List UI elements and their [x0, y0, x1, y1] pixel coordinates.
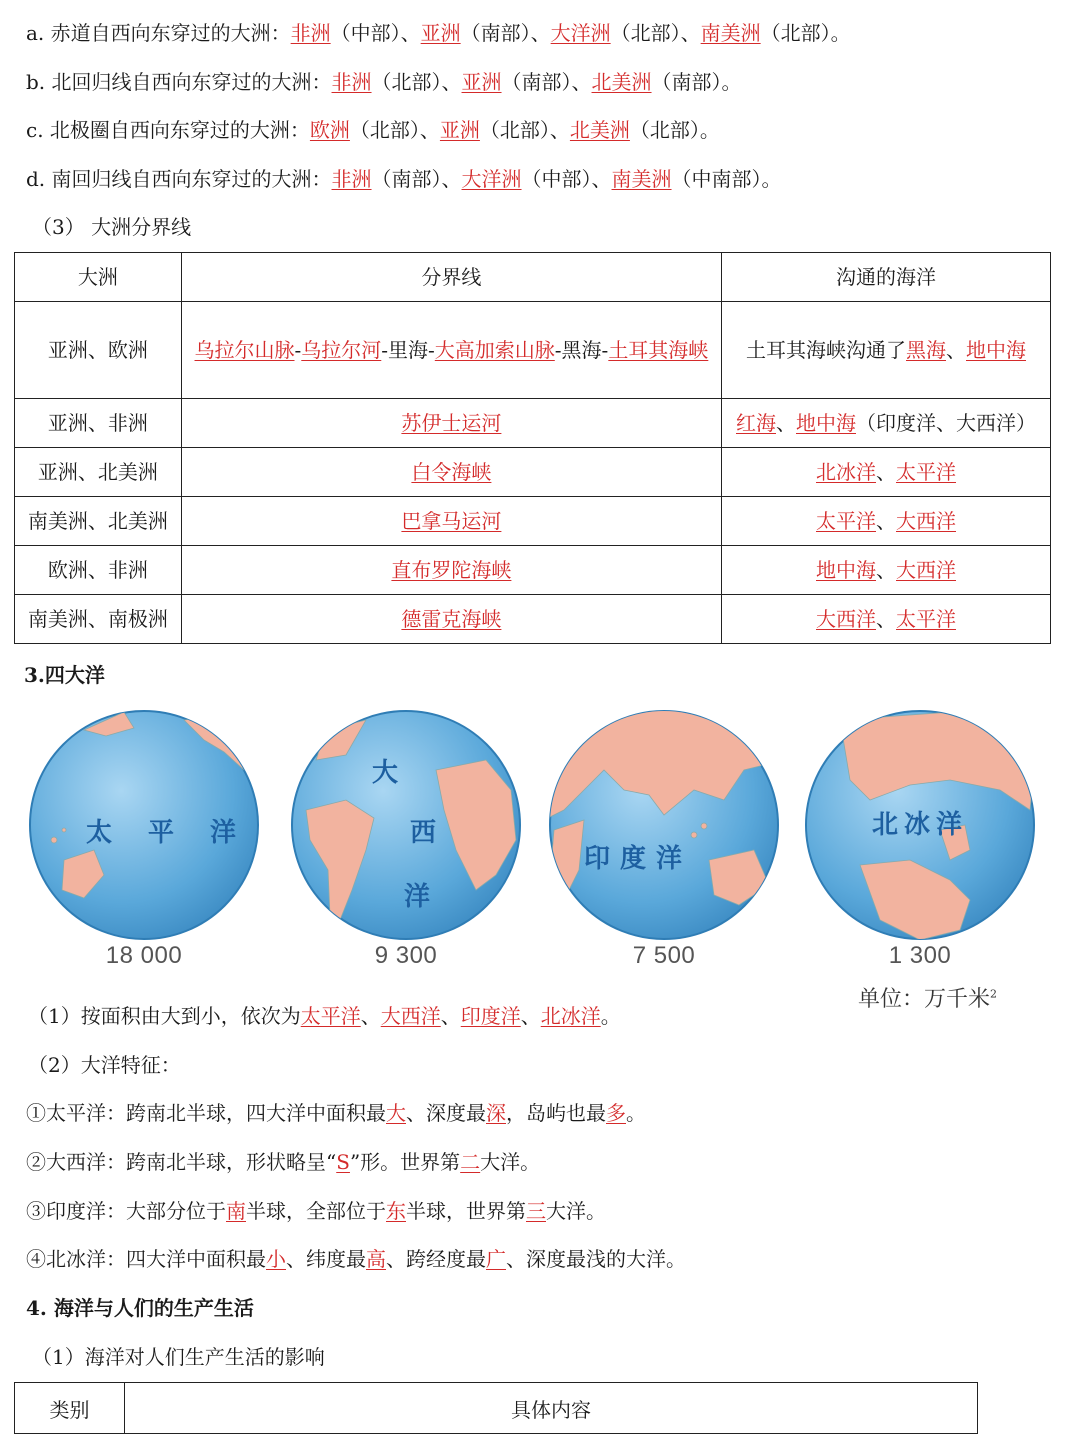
answer-text: 非洲 — [331, 167, 372, 191]
arctic-circle-line — [26, 116, 720, 144]
answer-text: 二 — [460, 1150, 481, 1174]
answer-text: 亚洲 — [461, 70, 502, 94]
header-boundary: 分界线 — [181, 253, 721, 302]
plain-text: （中南部）。 — [671, 167, 782, 191]
answer-text: 地中海 — [966, 338, 1026, 362]
cell-boundary — [181, 399, 721, 448]
tropic-capricorn-line — [26, 165, 782, 193]
plain-text: （北部）。 — [629, 118, 720, 142]
continent-boundary-table — [14, 252, 1051, 644]
answer-text: 红海 — [736, 411, 776, 435]
answer-text: 北冰洋 — [540, 1004, 601, 1028]
line-parts — [310, 118, 720, 142]
cell-continent: 亚洲、北美洲 — [15, 448, 182, 497]
globe-char: 印 — [584, 844, 611, 874]
answer-text: 太平洋 — [896, 460, 956, 484]
answer-text: 欧洲 — [309, 118, 350, 142]
answer-text: 大洋洲 — [461, 167, 522, 191]
answer-text: 小 — [266, 1247, 286, 1271]
answer-text: 巴拿马运河 — [401, 509, 502, 533]
globe-char: 平 — [148, 818, 175, 848]
table-row — [15, 448, 1051, 497]
plain-text: （南部）、 — [460, 21, 551, 45]
plain-text: （2）大洋特征： — [28, 1053, 181, 1077]
plain-text: -黑海- — [554, 338, 609, 362]
plain-text: （南部）。 — [651, 70, 742, 94]
oceans-heading: 3.四大洋 — [24, 663, 105, 687]
answer-text: 北冰洋 — [816, 460, 876, 484]
plain-text: 半球，全部位于 — [246, 1199, 386, 1223]
ocean-order-line — [28, 1002, 621, 1030]
plain-text: ②大西洋：跨南北半球，形状略呈“ — [26, 1150, 337, 1174]
unit-label: 单位：万千米$^2$ — [858, 987, 998, 1012]
answer-text: 乌拉尔山脉 — [194, 338, 295, 362]
header-category: 类别 — [15, 1383, 125, 1434]
plain-text: （北部）、 — [349, 118, 440, 142]
cell-continent: 欧洲、非洲 — [15, 546, 182, 595]
answer-text: 土耳其海峡 — [608, 338, 709, 362]
cell-oceans — [722, 546, 1051, 595]
plain-text: （1）按面积由大到小，依次为 — [28, 1004, 301, 1028]
globe-char: 太 — [86, 818, 113, 848]
plain-text: 半球，世界第 — [406, 1199, 526, 1223]
section4-subheading: （1）海洋对人们生产生活的影响 — [32, 1345, 325, 1369]
answer-text: 南 — [226, 1199, 246, 1223]
table-row — [15, 497, 1051, 546]
answer-text: 亚洲 — [439, 118, 480, 142]
plain-text: ”形。世界第 — [349, 1150, 461, 1174]
plain-text: 、纬度最 — [286, 1247, 366, 1271]
pacific-feature-line — [26, 1099, 646, 1127]
cell-boundary — [181, 595, 721, 644]
cell-boundary — [181, 546, 721, 595]
line-parts — [291, 21, 851, 45]
answer-text: 亚洲 — [420, 21, 461, 45]
plain-text: 。 — [626, 1101, 646, 1125]
line-prefix: b. 北回归线自西向东穿过的大洲： — [26, 70, 332, 94]
plain-text: 、 — [440, 1004, 461, 1028]
globe-char: 洋 — [210, 818, 237, 848]
plain-text: （北部）、 — [610, 21, 701, 45]
plain-text: （南部）、 — [371, 167, 462, 191]
globe-indian — [544, 700, 784, 970]
globe-area: 7 500 — [632, 942, 696, 969]
plain-text: 、跨经度最 — [386, 1247, 486, 1271]
plain-text: 土耳其海峡沟通了 — [746, 338, 906, 362]
answer-text: 三 — [526, 1199, 546, 1223]
answer-text: 南美洲 — [700, 21, 761, 45]
indian-feature-line — [26, 1197, 606, 1225]
ocean-impact-table — [14, 1382, 978, 1434]
cell-continent: 亚洲、非洲 — [15, 399, 182, 448]
plain-text: 、深度最浅的大洋。 — [506, 1247, 686, 1271]
answer-text: 大西洋 — [896, 558, 956, 582]
globe-atlantic — [286, 700, 526, 970]
cell-continent: 南美洲、北美洲 — [15, 497, 182, 546]
line-parts — [332, 70, 742, 94]
answer-text: 白令海峡 — [411, 460, 492, 484]
answer-text: 深 — [486, 1101, 506, 1125]
plain-text: 、 — [876, 509, 896, 533]
plain-text: 、 — [520, 1004, 541, 1028]
table-header-row — [15, 253, 1051, 302]
indian-globe-icon — [544, 700, 784, 940]
header-continent: 大洲 — [15, 253, 182, 302]
section3-heading: （3） 大洲分界线 — [32, 215, 192, 239]
equator-line — [26, 19, 851, 47]
answer-text: 大高加索山脉 — [434, 338, 555, 362]
answer-text: 大西洋 — [896, 509, 956, 533]
plain-text: 大洋。 — [546, 1199, 606, 1223]
cell-continent: 亚洲、欧洲 — [15, 302, 182, 399]
cell-boundary — [181, 497, 721, 546]
line-prefix: a. 赤道自西向东穿过的大洲： — [26, 21, 291, 45]
globe-pacific — [24, 700, 264, 970]
plain-text: -里海- — [381, 338, 435, 362]
header-oceans: 沟通的海洋 — [722, 253, 1051, 302]
plain-text: ④北冰洋：四大洋中面积最 — [26, 1247, 266, 1271]
plain-text: 大洋。 — [480, 1150, 541, 1174]
plain-text: 。 — [600, 1004, 621, 1028]
answer-text: 南美洲 — [611, 167, 672, 191]
plain-text: （中部）、 — [521, 167, 612, 191]
plain-text: 、 — [360, 1004, 381, 1028]
globe-area: 9 300 — [374, 942, 438, 969]
plain-text: ，岛屿也最 — [506, 1101, 606, 1125]
answer-text: 非洲 — [331, 70, 372, 94]
answer-text: 乌拉尔河 — [301, 338, 382, 362]
answer-text: 太平洋 — [300, 1004, 361, 1028]
cell-oceans — [722, 497, 1051, 546]
plain-text: ③印度洋：大部分位于 — [26, 1199, 226, 1223]
atlantic-feature-line — [26, 1148, 540, 1176]
answer-text: 多 — [606, 1101, 626, 1125]
answer-text: S — [336, 1150, 350, 1174]
answer-text: 苏伊士运河 — [401, 411, 502, 435]
globe-char: 洋 — [656, 844, 683, 874]
cell-oceans — [722, 399, 1051, 448]
answer-text: 太平洋 — [896, 607, 956, 631]
tropic-cancer-line — [26, 68, 742, 96]
section4-heading: 4. 海洋与人们的生产生活 — [26, 1296, 254, 1320]
answer-text: 非洲 — [290, 21, 331, 45]
plain-text: （南部）、 — [501, 70, 592, 94]
line-parts — [332, 167, 782, 191]
cell-boundary — [181, 448, 721, 497]
answer-text: 东 — [386, 1199, 406, 1223]
globe-char: 冰 — [904, 810, 931, 840]
globe-char: 度 — [620, 844, 647, 874]
answer-text: 黑海 — [906, 338, 946, 362]
header-content: 具体内容 — [125, 1383, 978, 1434]
table-row — [15, 546, 1051, 595]
cell-continent: 南美洲、南极洲 — [15, 595, 182, 644]
answer-text: 大 — [386, 1101, 406, 1125]
answer-text: 北美洲 — [569, 118, 630, 142]
answer-text: 印度洋 — [460, 1004, 521, 1028]
globe-char: 北 — [872, 810, 899, 840]
globe-char: 西 — [410, 818, 437, 848]
plain-text: （北部）、 — [479, 118, 570, 142]
globe-area: 1 300 — [888, 942, 952, 969]
answer-text: 直布罗陀海峡 — [391, 558, 512, 582]
cell-oceans — [722, 302, 1051, 399]
table-row — [15, 399, 1051, 448]
globe-arctic — [800, 700, 1040, 970]
line-prefix: d. 南回归线自西向东穿过的大洲： — [26, 167, 332, 191]
plain-text: ①太平洋：跨南北半球，四大洋中面积最 — [26, 1101, 386, 1125]
plain-text: （印度洋、大西洋） — [856, 411, 1036, 435]
globe-char: 洋 — [936, 810, 963, 840]
table-row — [15, 595, 1051, 644]
line-prefix: c. 北极圈自西向东穿过的大洲： — [26, 118, 310, 142]
answer-text: 德雷克海峡 — [401, 607, 502, 631]
answer-text: 地中海 — [816, 558, 876, 582]
table-header-row — [15, 1383, 978, 1434]
globe-char: 洋 — [404, 882, 431, 912]
ocean-features-heading — [28, 1051, 181, 1079]
cell-oceans — [722, 448, 1051, 497]
plain-text: 、 — [876, 558, 896, 582]
answer-text: 地中海 — [796, 411, 856, 435]
ocean-globes — [0, 700, 1080, 1020]
plain-text: 、 — [946, 338, 966, 362]
plain-text: （北部）。 — [760, 21, 851, 45]
table-row — [15, 302, 1051, 399]
answer-text: 大西洋 — [816, 607, 876, 631]
answer-text: 大西洋 — [380, 1004, 441, 1028]
answer-text: 北美洲 — [591, 70, 652, 94]
answer-text: 大洋洲 — [550, 21, 611, 45]
plain-text: - — [294, 338, 302, 362]
plain-text: （中部）、 — [330, 21, 421, 45]
answer-text: 太平洋 — [816, 509, 876, 533]
plain-text: 、 — [776, 411, 796, 435]
plain-text: 、 — [876, 607, 896, 631]
arctic-feature-line — [26, 1245, 686, 1273]
cell-boundary — [181, 302, 721, 399]
answer-text: 高 — [366, 1247, 386, 1271]
globe-char: 大 — [372, 758, 399, 788]
plain-text: 、 — [876, 460, 896, 484]
cell-oceans — [722, 595, 1051, 644]
plain-text: （北部）、 — [371, 70, 462, 94]
answer-text: 广 — [486, 1247, 506, 1271]
plain-text: 、深度最 — [406, 1101, 486, 1125]
globe-area: 18 000 — [105, 942, 183, 969]
